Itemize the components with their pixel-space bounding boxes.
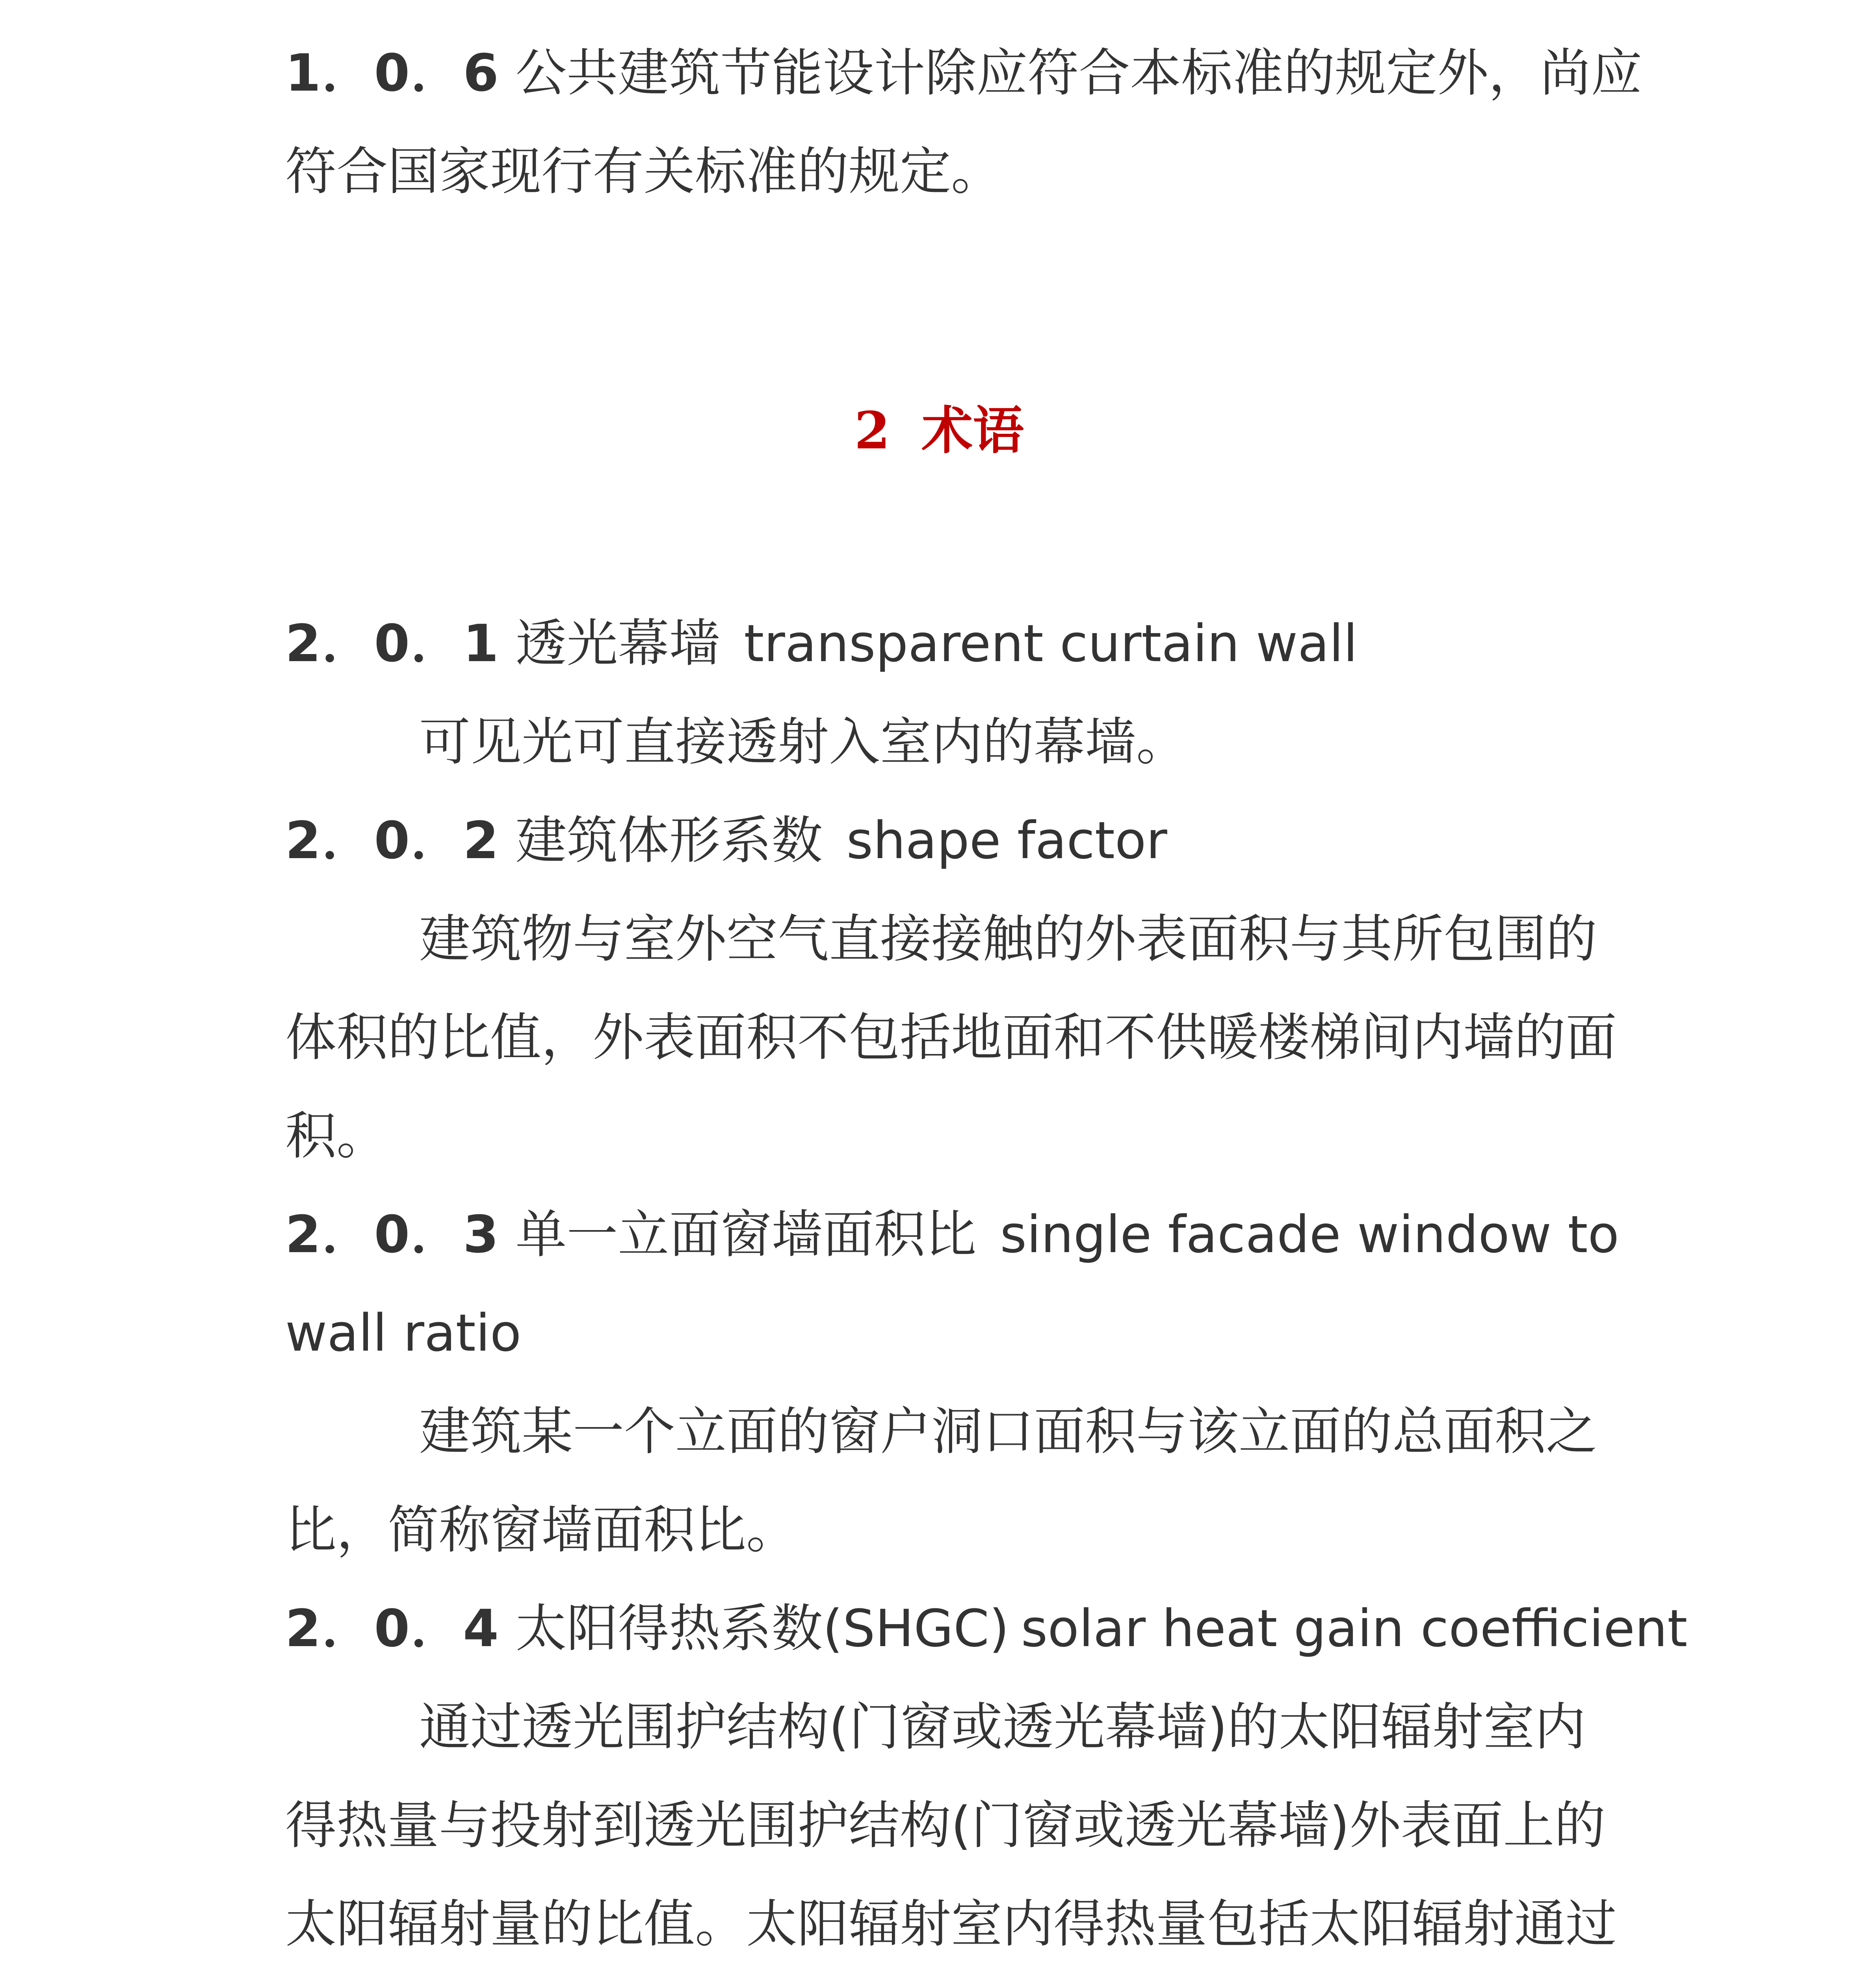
term-heading [285,1185,1620,1284]
term-heading [285,1579,1688,1678]
term-chinese: 透光幕墙 [515,613,721,673]
term-2-0-4 [285,1579,1688,1970]
term-definition-line [285,988,1617,1087]
term-english: transparent curtain wall [744,613,1358,673]
clause-text: 公共建筑节能设计除应符合本标准的规定外，尚应 [515,43,1642,103]
term-definition-line [285,693,1601,791]
term-english: wall ratio [285,1303,522,1363]
term-heading [285,791,1601,890]
term-chinese: 单一立面窗墙面积比 [515,1204,977,1264]
definition-text: 通过透光围护结构(门窗或透光幕墙)的太阳辐射室内 [419,1697,1586,1757]
definition-text: 得热量与投射到透光围护结构(门窗或透光幕墙)外表面上的 [285,1795,1606,1855]
term-english: solar heat gain coefficient [1021,1598,1688,1658]
term-definition-line [285,1481,1601,1579]
term-number: 2．0．4 [285,1598,500,1658]
term-english: shape factor [846,810,1167,870]
term-2-0-3 [285,1185,1620,1579]
term-chinese: 太阳得热系数(SHGC) [515,1598,1009,1658]
term-number: 2．0．1 [285,613,500,673]
term-definition-line [285,1678,1601,1776]
definition-text: 可见光可直接透射入室内的幕墙。 [419,712,1188,772]
term-definition-line [285,1776,1606,1875]
definition-text: 体积的比值，外表面积不包括地面和不供暖楼梯间内墙的面 [285,1007,1617,1067]
term-heading-continued [285,1284,1601,1382]
definition-text: 建筑某一个立面的窗户洞口面积与该立面的总面积之 [419,1401,1597,1461]
term-chinese: 建筑体形系数 [515,810,823,870]
definition-text: 太阳辐射量的比值。太阳辐射室内得热量包括太阳辐射通过 [285,1894,1617,1954]
document-content [285,24,1688,1970]
term-english: single facade window to [1000,1204,1620,1264]
definition-text: 积。 [285,1106,388,1166]
clause-text: 符合国家现行有关标准的规定。 [285,141,1003,201]
clause-number: 1．0．6 [285,43,500,103]
term-definition-line [285,1087,1601,1185]
term-definition-line [285,890,1601,988]
definition-text: 建筑物与室外空气直接接触的外表面积与其所包围的 [419,909,1597,969]
definition-text: 比，简称窗墙面积比。 [285,1500,798,1560]
term-number: 2．0．2 [285,810,500,870]
chapter-number: 2 [854,400,890,461]
chapter-title: 术语 [921,400,1024,461]
term-definition-line [285,1382,1601,1481]
term-heading [285,594,1601,693]
term-2-0-1 [285,594,1601,791]
chapter-heading [285,381,1601,480]
term-number: 2．0．3 [285,1204,500,1264]
term-definition-line [285,1875,1617,1970]
term-2-0-2 [285,791,1617,1185]
clause-1-0-6 [285,24,1642,221]
clause-1-0-6-line-2 [285,122,1601,221]
clause-1-0-6-line-1 [285,24,1642,122]
